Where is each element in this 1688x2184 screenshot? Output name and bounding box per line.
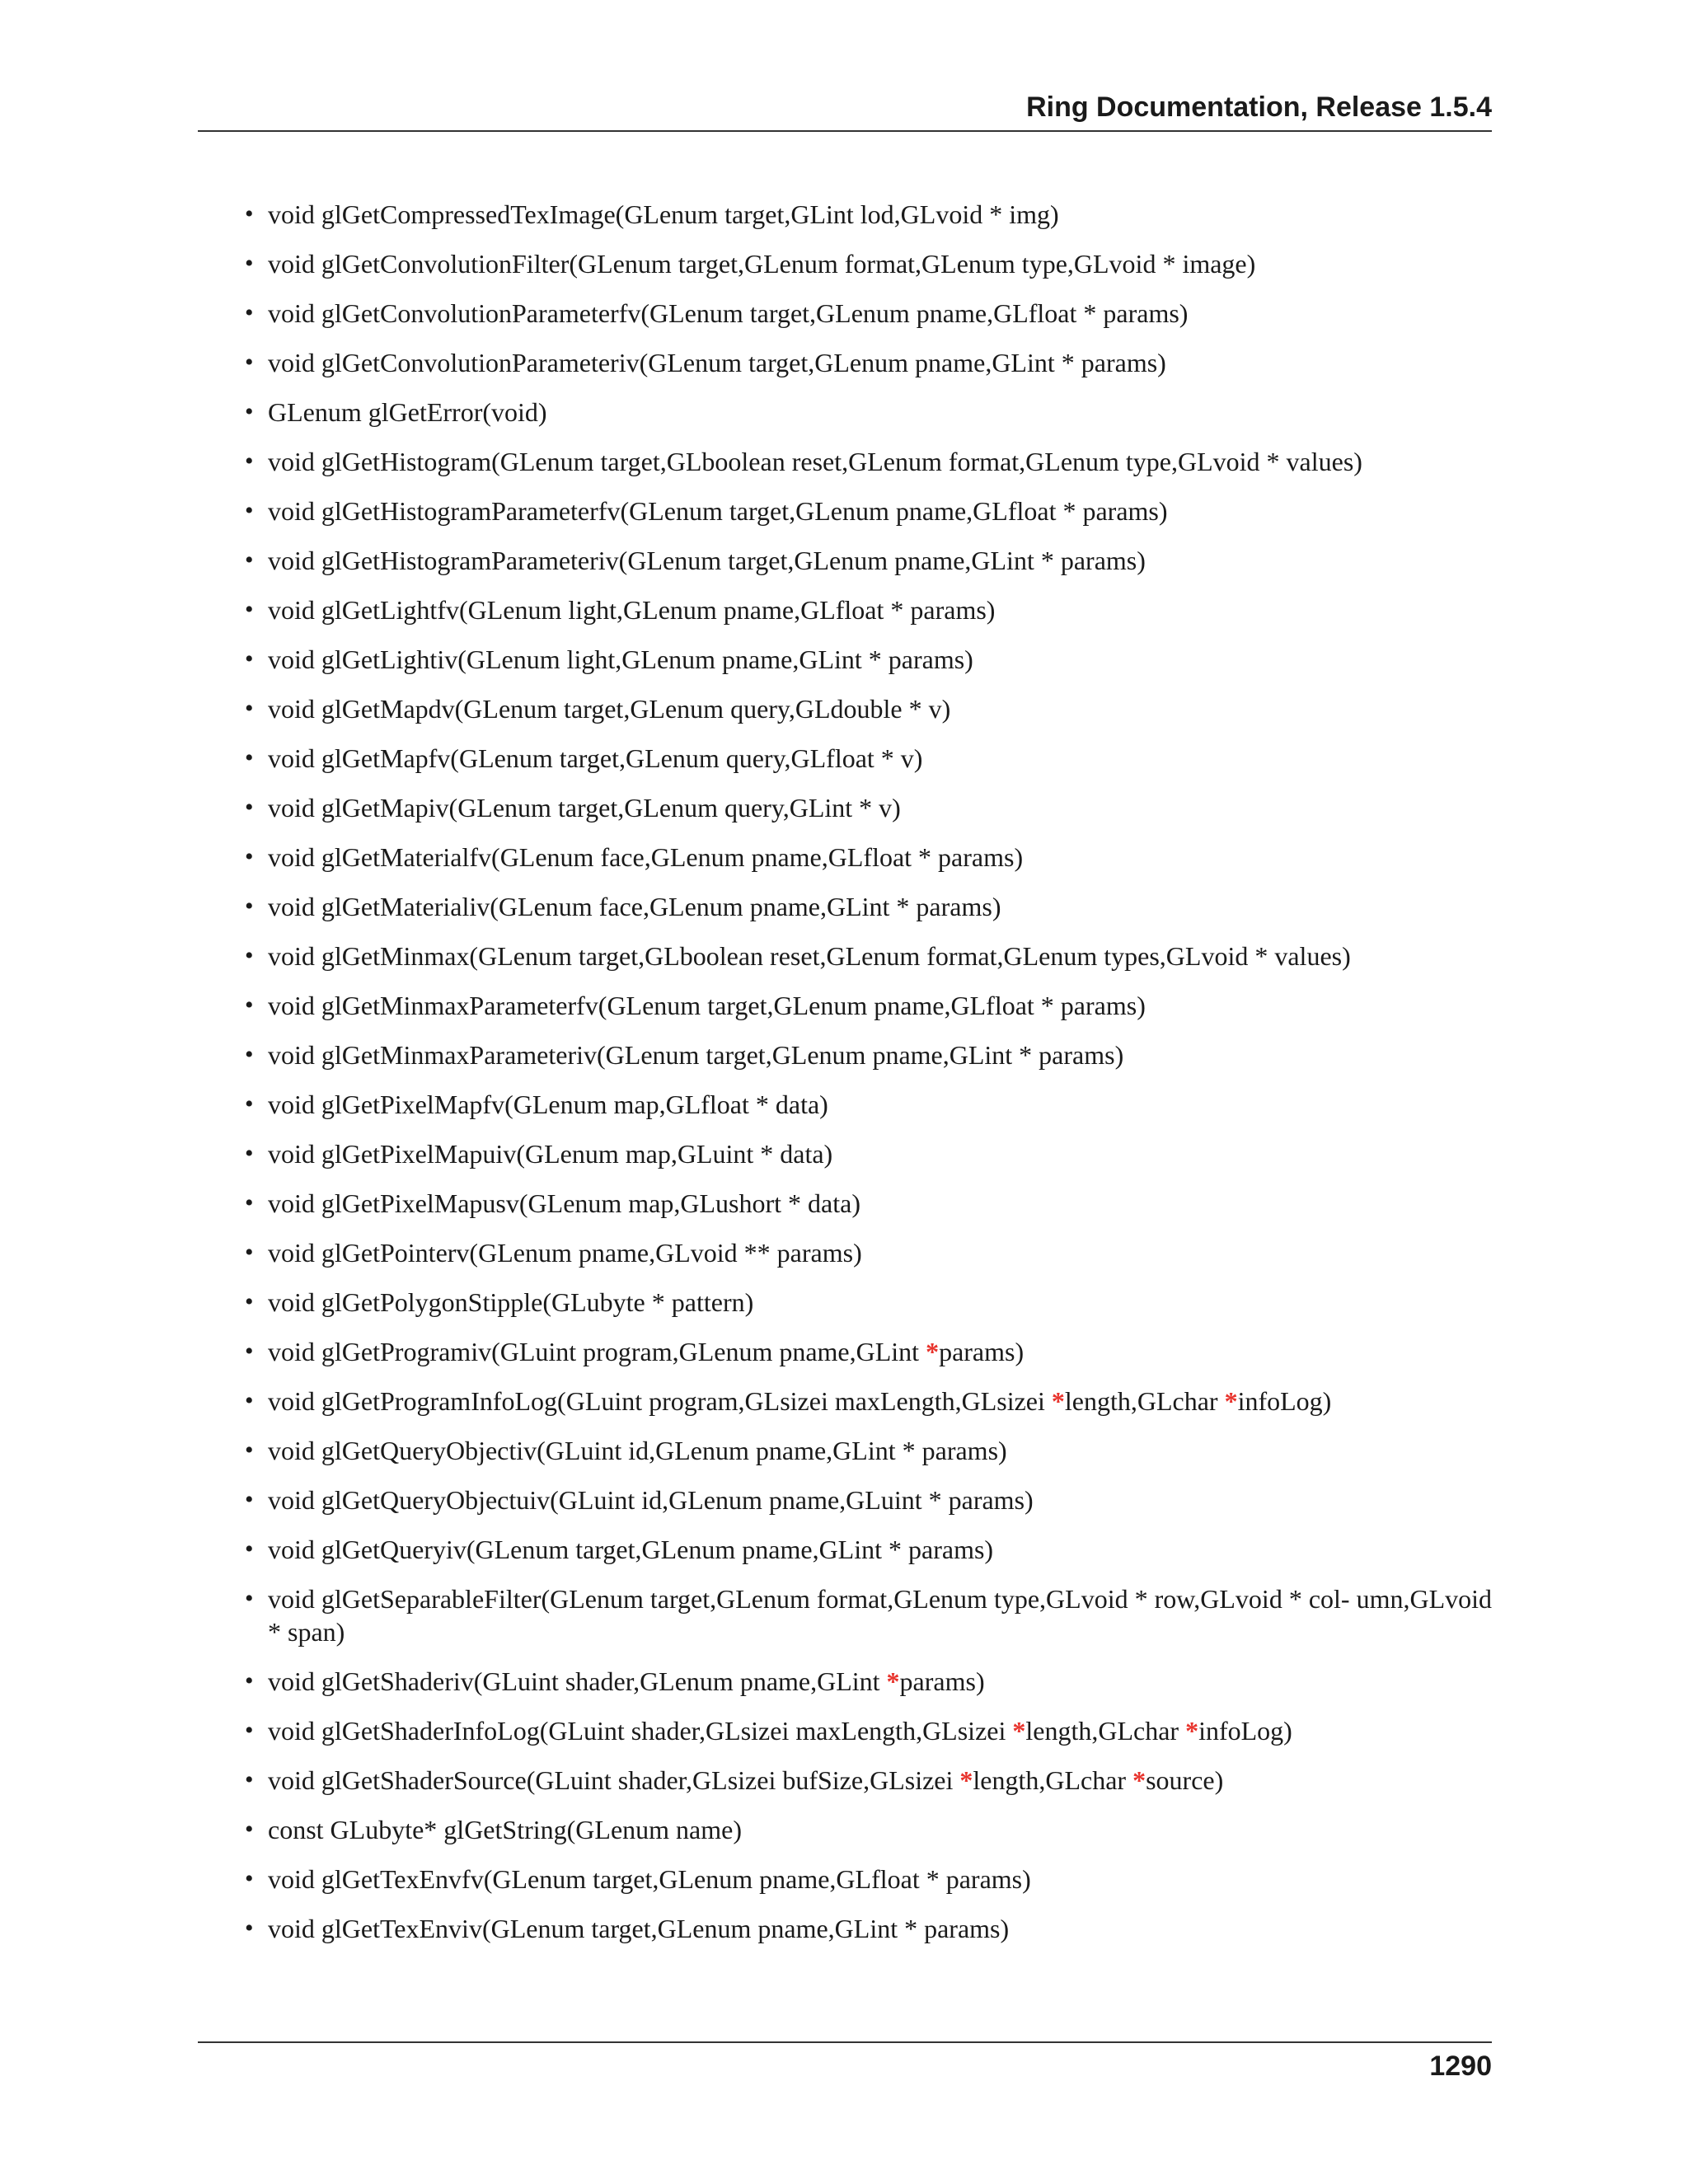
bullet-icon: • [245, 843, 254, 870]
highlighted-asterisk: * [959, 1765, 973, 1795]
signature-text: void glGetShaderSource(GLuint shader,GLsizei bufSize,GLsizei [268, 1765, 960, 1795]
highlighted-asterisk: * [1224, 1386, 1238, 1416]
bullet-icon: • [245, 1865, 254, 1892]
bullet-icon: • [245, 744, 254, 771]
bullet-icon: • [245, 1140, 254, 1167]
list-item [245, 1483, 1492, 1516]
bullet-icon: • [245, 1766, 254, 1793]
signature-text: void glGetQueryObjectuiv(GLuint id,GLenum pname,GLuint * params) [268, 1485, 1034, 1515]
signature-text: void glGetConvolutionParameteriv(GLenum target,GLenum pname,GLint * params) [268, 348, 1166, 377]
bullet-icon: • [245, 1486, 254, 1513]
signature-text: void glGetPixelMapuiv(GLenum map,GLuint * data) [268, 1139, 833, 1169]
bullet-icon: • [245, 991, 254, 1019]
bullet-icon: • [245, 299, 254, 326]
signature-text: params) [939, 1337, 1025, 1366]
list-item [245, 494, 1492, 527]
bullet-icon: • [245, 1041, 254, 1068]
header-rule [198, 130, 1492, 132]
list-item [245, 1385, 1492, 1418]
bullet-icon: • [245, 1288, 254, 1315]
signature-text: void glGetCompressedTexImage(GLenum target,GLint lod,GLvoid * img) [268, 199, 1059, 229]
list-item [245, 1187, 1492, 1220]
signature-text: void glGetHistogramParameteriv(GLenum target,GLenum pname,GLint * params) [268, 546, 1146, 575]
bullet-icon: • [245, 596, 254, 623]
signature-text: params) [899, 1666, 985, 1696]
highlighted-asterisk: * [1012, 1716, 1026, 1746]
list-item [245, 1582, 1492, 1648]
signature-text: length,GLchar [973, 1765, 1133, 1795]
highlighted-asterisk: * [886, 1666, 900, 1696]
signature-text: void glGetShaderInfoLog(GLuint shader,GLsizei maxLength,GLsizei [268, 1716, 1013, 1746]
signature-text: void glGetMaterialfv(GLenum face,GLenum pname,GLfloat * params) [268, 842, 1024, 872]
signature-text: void glGetHistogramParameterfv(GLenum target,GLenum pname,GLfloat * params) [268, 496, 1168, 526]
list-item [245, 297, 1492, 330]
signature-text: void glGetQueryiv(GLenum target,GLenum pname,GLint * params) [268, 1535, 994, 1564]
signature-text: void glGetMapdv(GLenum target,GLenum query,GLdouble * v) [268, 694, 951, 724]
bullet-icon: • [245, 1915, 254, 1942]
bullet-icon: • [245, 1717, 254, 1744]
signature-text: length,GLchar [1025, 1716, 1186, 1746]
bullet-icon: • [245, 1816, 254, 1843]
bullet-icon: • [245, 645, 254, 673]
signature-text: source) [1146, 1765, 1224, 1795]
bullet-icon: • [245, 1667, 254, 1694]
highlighted-asterisk: * [1185, 1716, 1199, 1746]
list-item [245, 593, 1492, 626]
list-item [245, 1236, 1492, 1269]
signature-text: void glGetLightfv(GLenum light,GLenum pname,GLfloat * params) [268, 595, 996, 625]
list-item [245, 1714, 1492, 1747]
signature-text: void glGetMapiv(GLenum target,GLenum query,GLint * v) [268, 793, 901, 823]
bullet-icon: • [245, 1585, 254, 1612]
footer-rule [198, 2041, 1492, 2043]
signature-text: void glGetProgramInfoLog(GLuint program,GLsizei maxLength,GLsizei [268, 1386, 1052, 1416]
signature-text: void glGetQueryObjectiv(GLuint id,GLenum pname,GLint * params) [268, 1436, 1007, 1465]
list-item [245, 692, 1492, 725]
signature-text: void glGetMaterialiv(GLenum face,GLenum pname,GLint * params) [268, 892, 1001, 921]
list-item [245, 544, 1492, 577]
signature-text: const GLubyte* glGetString(GLenum name) [268, 1815, 742, 1844]
signature-text: void glGetTexEnviv(GLenum target,GLenum pname,GLint * params) [268, 1914, 1010, 1943]
highlighted-asterisk: * [1132, 1765, 1146, 1795]
list-item [245, 396, 1492, 429]
bullet-icon: • [245, 546, 254, 574]
signature-text: infoLog) [1198, 1716, 1292, 1746]
bullet-icon: • [245, 942, 254, 969]
list-item [245, 346, 1492, 379]
list-item [245, 841, 1492, 874]
signature-text: void glGetMinmaxParameteriv(GLenum target,GLenum pname,GLint * params) [268, 1040, 1124, 1070]
signature-text: void glGetPixelMapfv(GLenum map,GLfloat * data) [268, 1090, 828, 1119]
bullet-icon: • [245, 893, 254, 920]
signature-text: void glGetProgramiv(GLuint program,GLenum pname,GLint [268, 1337, 926, 1366]
bullet-icon: • [245, 349, 254, 376]
list-item [245, 742, 1492, 775]
page-number: 1290 [1429, 2050, 1492, 2082]
signature-text: void glGetPixelMapusv(GLenum map,GLushort * data) [268, 1188, 860, 1218]
list-item [245, 198, 1492, 231]
signature-text: GLenum glGetError(void) [268, 397, 547, 427]
bullet-icon: • [245, 200, 254, 227]
list-item [245, 1533, 1492, 1566]
list-item [245, 1335, 1492, 1368]
bullet-icon: • [245, 398, 254, 425]
list-item [245, 247, 1492, 280]
signature-text: void glGetHistogram(GLenum target,GLboolean reset,GLenum format,GLenum type,GLvoid * values) [268, 447, 1362, 476]
highlighted-asterisk: * [1051, 1386, 1065, 1416]
running-header-title: Ring Documentation, Release 1.5.4 [1026, 91, 1492, 123]
signature-text: void glGetMapfv(GLenum target,GLenum query,GLfloat * v) [268, 743, 923, 773]
bullet-icon: • [245, 1189, 254, 1216]
list-item [245, 940, 1492, 972]
signature-text: void glGetPolygonStipple(GLubyte * pattern) [268, 1287, 754, 1317]
list-item [245, 1088, 1492, 1121]
list-item [245, 643, 1492, 676]
signature-text: void glGetShaderiv(GLuint shader,GLenum pname,GLint [268, 1666, 887, 1696]
list-item [245, 445, 1492, 478]
signature-text: void glGetMinmax(GLenum target,GLboolean reset,GLenum format,GLenum types,GLvoid * values) [268, 941, 1351, 971]
list-item [245, 890, 1492, 923]
bullet-icon: • [245, 1090, 254, 1118]
bullet-icon: • [245, 1387, 254, 1414]
list-item [245, 1038, 1492, 1071]
list-item [245, 1665, 1492, 1698]
bullet-icon: • [245, 448, 254, 475]
list-item [245, 791, 1492, 824]
bullet-icon: • [245, 1338, 254, 1365]
function-signature-list [245, 198, 1492, 1961]
list-item [245, 1912, 1492, 1945]
signature-text: void glGetTexEnvfv(GLenum target,GLenum pname,GLfloat * params) [268, 1864, 1031, 1894]
signature-text: infoLog) [1237, 1386, 1332, 1416]
list-item [245, 1137, 1492, 1170]
list-item [245, 1434, 1492, 1467]
signature-text: void glGetMinmaxParameterfv(GLenum target,GLenum pname,GLfloat * params) [268, 991, 1146, 1020]
signature-text: void glGetLightiv(GLenum light,GLenum pname,GLint * params) [268, 644, 973, 674]
highlighted-asterisk: * [926, 1337, 940, 1366]
signature-text: void glGetConvolutionFilter(GLenum target,GLenum format,GLenum type,GLvoid * image) [268, 249, 1256, 279]
bullet-icon: • [245, 497, 254, 524]
list-item [245, 989, 1492, 1022]
bullet-icon: • [245, 695, 254, 722]
list-item [245, 1764, 1492, 1797]
list-item [245, 1813, 1492, 1846]
bullet-icon: • [245, 1535, 254, 1563]
list-item [245, 1286, 1492, 1319]
signature-text: void glGetSeparableFilter(GLenum target,GLenum format,GLenum type,GLvoid * row,GLvoid * col- umn,GLvoid * span) [268, 1584, 1492, 1647]
signature-text: void glGetPointerv(GLenum pname,GLvoid ** params) [268, 1238, 862, 1268]
signature-text: length,GLchar [1064, 1386, 1225, 1416]
bullet-icon: • [245, 1239, 254, 1266]
bullet-icon: • [245, 794, 254, 821]
list-item [245, 1863, 1492, 1896]
bullet-icon: • [245, 250, 254, 277]
bullet-icon: • [245, 1436, 254, 1464]
signature-text: void glGetConvolutionParameterfv(GLenum target,GLenum pname,GLfloat * params) [268, 298, 1189, 328]
